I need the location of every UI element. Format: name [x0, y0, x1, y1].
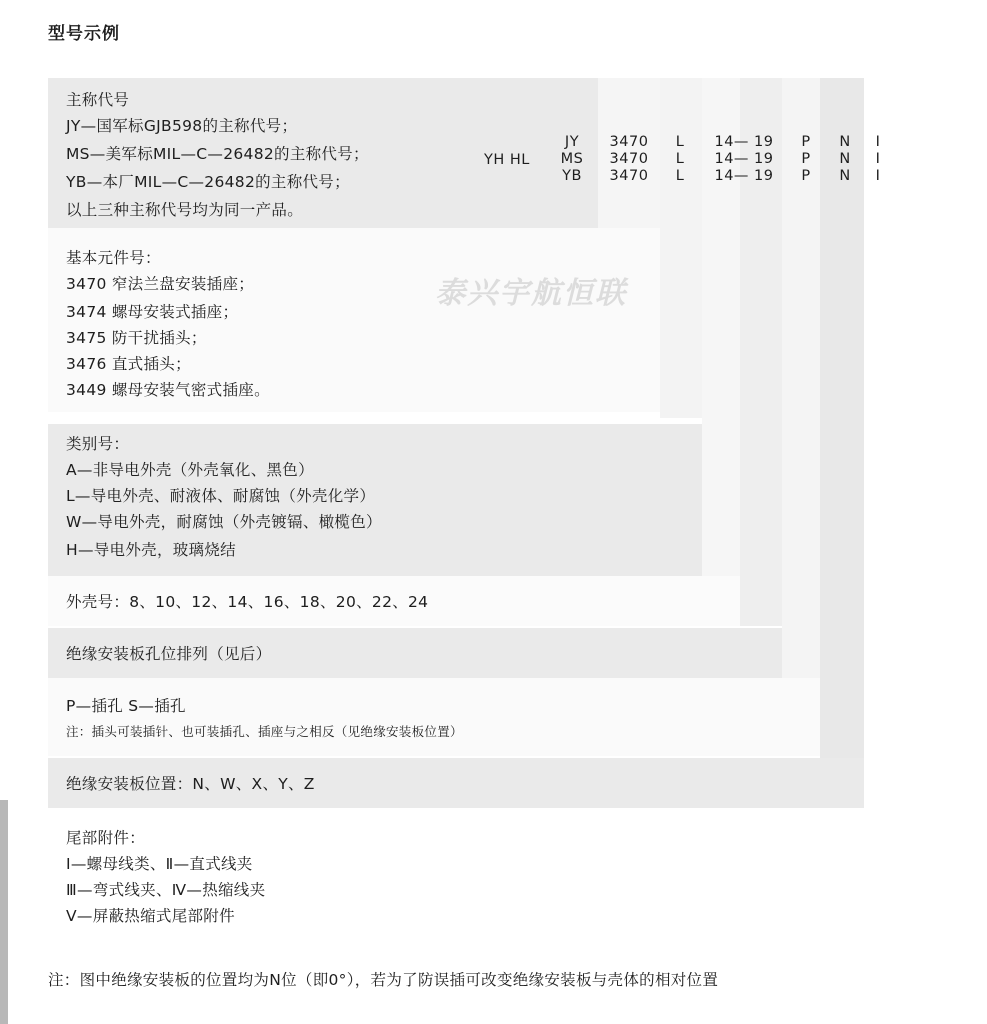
- insert-position-line: 绝缘安装板位置：N、W、X、Y、Z: [66, 775, 315, 793]
- code-class-2: L: [675, 168, 685, 184]
- code-basic-1: 3470: [609, 151, 649, 167]
- basic-part-heading: 基本元件号：: [66, 249, 161, 267]
- main-code-heading: 主称代号: [66, 91, 130, 109]
- watermark: 泰兴宇航恒联: [435, 276, 627, 311]
- class-code-heading: 类别号：: [66, 435, 130, 453]
- code-tail-1: I: [875, 151, 881, 167]
- code-tail-0: I: [875, 134, 881, 150]
- code-main-1: MS: [560, 151, 584, 167]
- code-column-shell: [710, 134, 778, 185]
- class-code-line: L—导电外壳、耐液体、耐腐蚀（外壳化学）: [66, 487, 376, 505]
- code-pos-1: N: [839, 151, 851, 167]
- basic-part-line: 3470 窄法兰盘安装插座；: [66, 275, 255, 293]
- code-column-position: [836, 134, 854, 185]
- page-title: 型号示例: [48, 24, 120, 44]
- class-code-line: A—非导电外壳（外壳氧化、黑色）: [66, 461, 314, 479]
- code-contact-0: P: [801, 134, 811, 150]
- code-main-2: YB: [562, 168, 582, 184]
- main-code-line: YB—本厂MIL—C—26482的主称代号；: [66, 173, 350, 191]
- basic-part-line: 3476 直式插头；: [66, 355, 191, 373]
- contact-type-line: P—插孔 S—插孔: [66, 697, 186, 715]
- insert-arrangement-line: 绝缘安装板孔位排列（见后）: [66, 645, 272, 663]
- code-prefix: YH HL: [484, 152, 530, 168]
- tail-accessory-line: Ⅲ—弯式线夹、Ⅳ—热缩线夹: [66, 881, 266, 899]
- basic-part-line: 3475 防干扰插头；: [66, 329, 207, 347]
- code-class-1: L: [675, 151, 685, 167]
- page-edge-shadow: [0, 800, 8, 1024]
- band-position-column: [820, 78, 864, 808]
- contact-type-note: 注：插头可装插针、也可装插孔、插座与之相反（见绝缘安装板位置）: [66, 724, 463, 739]
- code-contact-1: P: [801, 151, 811, 167]
- main-code-line: MS—美军标MIL—C—26482的主称代号；: [66, 145, 369, 163]
- shell-size-line: 外壳号：8、10、12、14、16、18、20、22、24: [66, 593, 429, 611]
- tail-accessory-line: Ⅰ—螺母线类、Ⅱ—直式线夹: [66, 855, 253, 873]
- code-contact-2: P: [801, 168, 811, 184]
- code-column-contact: [798, 134, 814, 185]
- code-class-0: L: [675, 134, 685, 150]
- code-tail-2: I: [875, 168, 881, 184]
- code-basic-2: 3470: [609, 168, 649, 184]
- code-pos-0: N: [839, 134, 851, 150]
- code-shell-0: 14— 19: [714, 134, 774, 150]
- code-shell-1: 14— 19: [714, 151, 774, 167]
- class-code-line: W—导电外壳，耐腐蚀（外壳镀镉、橄榄色）: [66, 513, 382, 531]
- code-main-0: JY: [564, 134, 580, 150]
- main-code-line: 以上三种主称代号均为同一产品。: [66, 201, 304, 219]
- code-column-tail: [872, 134, 884, 185]
- class-code-line: H—导电外壳，玻璃烧结: [66, 541, 236, 559]
- tail-accessory-line: Ⅴ—屏蔽热缩式尾部附件: [66, 907, 235, 925]
- code-column-basic: [606, 134, 652, 185]
- code-shell-2: 14— 19: [714, 168, 774, 184]
- basic-part-line: 3449 螺母安装气密式插座。: [66, 381, 270, 399]
- tail-accessory-heading: 尾部附件：: [66, 829, 146, 847]
- code-column-main: [556, 134, 588, 185]
- code-basic-0: 3470: [609, 134, 649, 150]
- basic-part-line: 3474 螺母安装式插座；: [66, 303, 239, 321]
- band-basic-column: [660, 78, 702, 418]
- footnote: 注：图中绝缘安装板的位置均为N位（即0°），若为了防误插可改变绝缘安装板与壳体的相对位置: [48, 971, 719, 989]
- code-pos-2: N: [839, 168, 851, 184]
- code-column-class: [672, 134, 688, 185]
- main-code-line: JY—国军标GJB598的主称代号；: [66, 117, 298, 135]
